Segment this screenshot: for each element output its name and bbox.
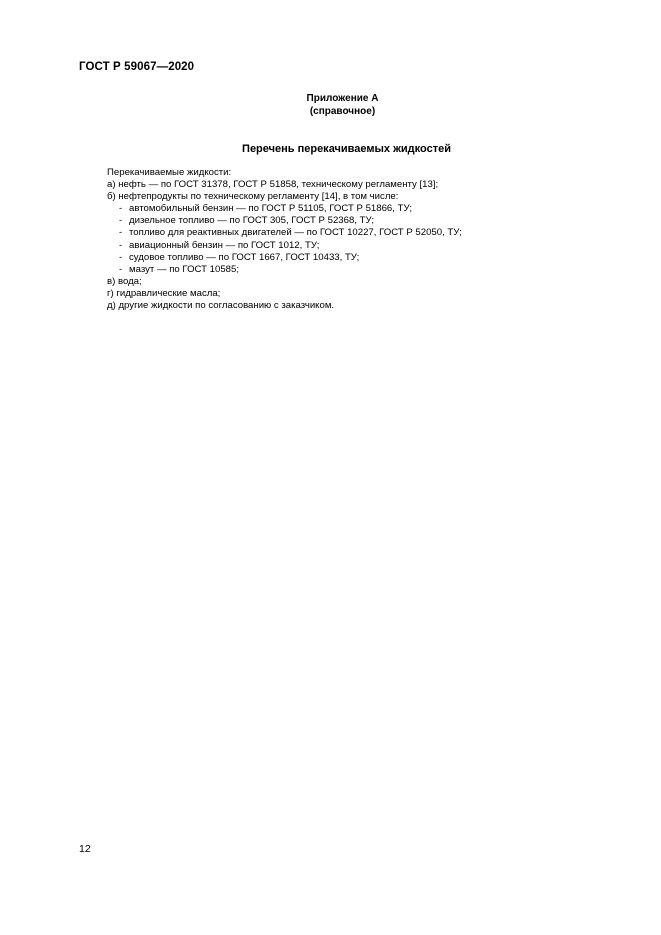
sub-list-item <box>107 203 587 215</box>
dash-bullet: - <box>119 227 123 239</box>
sub-list-item-text: судовое топливо — по ГОСТ 1667, ГОСТ 10433, ТУ; <box>129 251 360 263</box>
sub-list-item-text: топливо для реактивных двигателей — по ГОСТ 10227, ГОСТ Р 52050, ТУ; <box>129 227 462 239</box>
sub-list-item <box>107 252 587 264</box>
list-item-a: а) нефть — по ГОСТ 31378, ГОСТ Р 51858, техническому регламенту [13]; <box>107 179 439 191</box>
document-code-header: ГОСТ Р 59067—2020 <box>79 61 195 73</box>
sub-list-item <box>107 215 587 227</box>
list-item-v: в) вода; <box>107 275 142 287</box>
dash-bullet: - <box>119 239 123 251</box>
list-item-g: г) гидравлические масла; <box>107 287 221 299</box>
document-body <box>107 167 587 312</box>
sub-list-item-text: автомобильный бензин — по ГОСТ Р 51105, ГОСТ Р 51866, ТУ; <box>129 203 412 215</box>
dash-bullet: - <box>119 215 123 227</box>
sub-list-item <box>107 240 587 252</box>
sub-list-item-text: мазут — по ГОСТ 10585; <box>129 263 240 275</box>
appendix-subtitle: (справочное) <box>309 106 376 117</box>
dash-bullet: - <box>119 263 123 275</box>
appendix-heading <box>0 92 661 118</box>
section-title: Перечень перекачиваемых жидкостей <box>242 143 451 155</box>
sub-list-item <box>107 264 587 276</box>
sub-list-item-text: авиационный бензин — по ГОСТ 1012, ТУ; <box>129 239 320 251</box>
body-intro: Перекачиваемые жидкости: <box>107 167 232 178</box>
dash-bullet: - <box>119 251 123 263</box>
sub-list-item <box>107 227 587 239</box>
list-item-b: б) нефтепродукты по техническому регламенту [14], в том числе: <box>107 191 399 203</box>
page-number: 12 <box>79 843 91 855</box>
list-item-d: д) другие жидкости по согласованию с заказчиком. <box>107 300 335 312</box>
dash-bullet: - <box>119 203 123 215</box>
sub-list-item-text: дизельное топливо — по ГОСТ 305, ГОСТ Р 52368, ТУ; <box>129 215 375 227</box>
appendix-title: Приложение А <box>306 93 379 104</box>
